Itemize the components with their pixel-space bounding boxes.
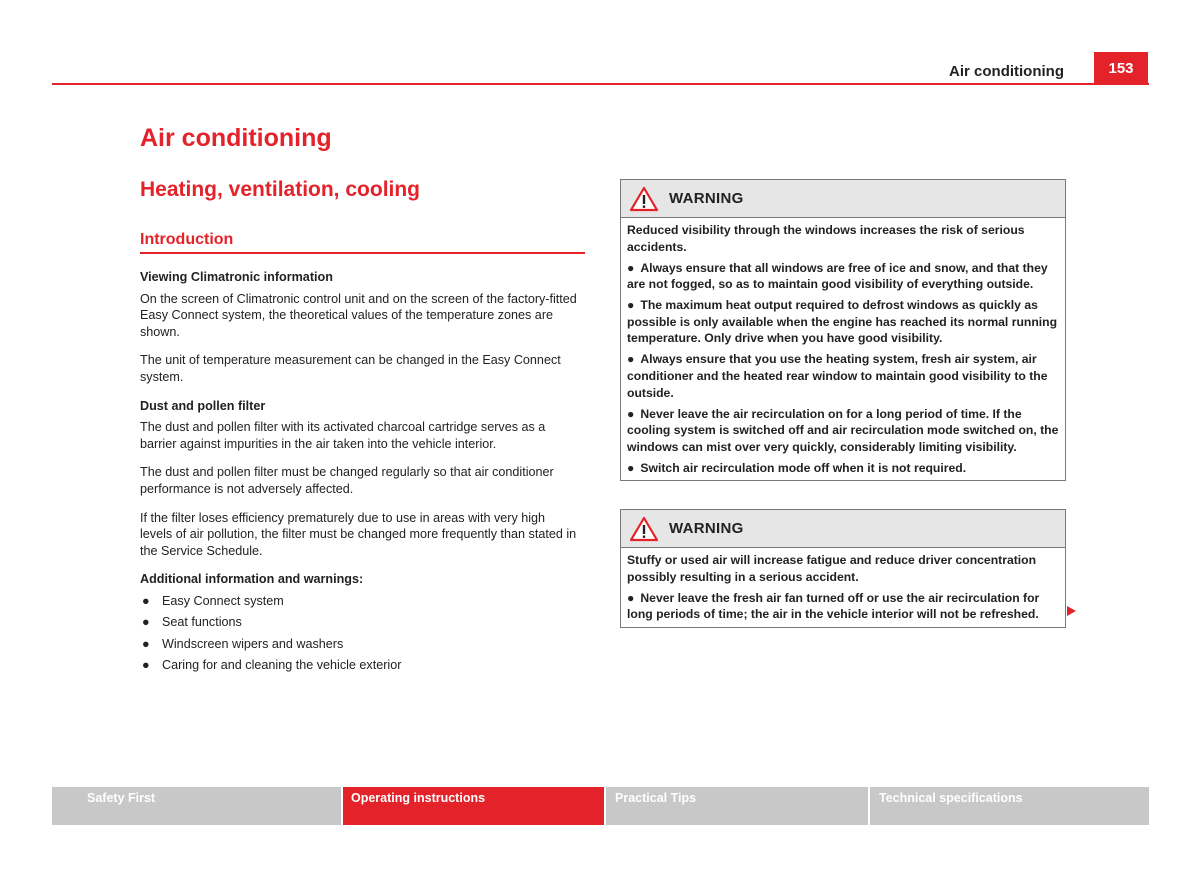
warning-header: [621, 510, 1065, 548]
warning-body: [621, 548, 1065, 627]
warning-body: [621, 218, 1065, 480]
header-section-title: Air conditioning: [949, 63, 1064, 80]
filter-heading: Dust and pollen filter: [140, 398, 266, 413]
warning-triangle-icon: [629, 186, 659, 212]
list-item-label: Easy Connect system: [162, 593, 284, 608]
warning-item: ● Always ensure that all windows are free of ice and snow, and that they are not fogged, so as to maintain good visibility of everything outside.: [627, 260, 1048, 292]
header-rule: [52, 83, 1149, 85]
continue-arrow-icon: [1067, 606, 1076, 616]
subsection-rule: [140, 252, 585, 254]
reference-list: [140, 593, 580, 674]
list-item-label: Seat functions: [162, 615, 242, 630]
filter-paragraph-3: If the filter loses efficiency prematurely due to use in areas with very high levels of air pollution, the filter must be changed more frequently than stated in the Service Schedule.: [140, 510, 577, 558]
warning-title: WARNING: [669, 520, 744, 537]
bullet-icon: ●: [627, 590, 635, 605]
warning-intro: Reduced visibility through the windows increases the risk of serious accidents.: [627, 223, 1025, 254]
tab-practical-tips[interactable]: Practical Tips: [606, 787, 868, 825]
bullet-icon: ●: [142, 636, 150, 651]
tab-operating-instructions[interactable]: Operating instructions: [343, 787, 604, 825]
subsection-title: Introduction: [140, 231, 234, 248]
list-item[interactable]: [140, 614, 580, 631]
chapter-title: Air conditioning: [140, 124, 332, 152]
warning-item: ● Never leave the air recirculation on for a long period of time. If the cooling system is switched off and air recirculation mode switched on, the windows can mist over very quickly, considerably limiting visibility.: [627, 406, 1059, 454]
list-item-label: Windscreen wipers and washers: [162, 636, 344, 651]
list-item[interactable]: [140, 636, 580, 653]
list-item[interactable]: [140, 593, 580, 610]
filter-paragraph-1: The dust and pollen filter with its activated charcoal cartridge serves as a barrier against impurities in the air taken into the vehicle interior.: [140, 420, 546, 451]
bullet-icon: ●: [142, 615, 150, 630]
additional-heading: Additional information and warnings:: [140, 572, 364, 587]
bullet-icon: ●: [142, 658, 150, 673]
warning-item: ● The maximum heat output required to defrost windows as quickly as possible is only available when the engine has reached its normal running temperature. Only drive when you have good visibility.: [627, 298, 1058, 346]
left-column: [140, 269, 580, 679]
warning-box-air-quality: [620, 509, 1066, 628]
viewing-paragraph-1: On the screen of Climatronic control unit and on the screen of the factory-fitted Easy Connect system, the theoretical values of the temperature zones are shown.: [140, 291, 577, 339]
viewing-heading: Viewing Climatronic information: [140, 270, 333, 284]
page-number: 153: [1094, 52, 1148, 85]
filter-paragraph-2: The dust and pollen filter must be changed regularly so that air conditioner performance is not adversely affected.: [140, 465, 554, 496]
bullet-icon: ●: [627, 406, 635, 421]
bullet-icon: ●: [627, 298, 635, 313]
list-item-label: Caring for and cleaning the vehicle exterior: [162, 658, 402, 673]
warning-box-visibility: [620, 179, 1066, 481]
warning-item: ● Switch air recirculation mode off when it is not required.: [627, 460, 967, 475]
list-item[interactable]: [140, 657, 580, 674]
warning-intro: Stuffy or used air will increase fatigue and reduce driver concentration possibly resulting in a serious accident.: [627, 553, 1037, 584]
bullet-icon: ●: [142, 593, 150, 608]
viewing-paragraph-2: The unit of temperature measurement can be changed in the Easy Connect system.: [140, 353, 561, 384]
warning-triangle-icon: [629, 516, 659, 542]
footer-tabs: [52, 787, 1149, 825]
warning-title: WARNING: [669, 190, 744, 207]
section-title: Heating, ventilation, cooling: [140, 178, 421, 201]
bullet-icon: ●: [627, 352, 635, 367]
tab-safety-first[interactable]: Safety First: [52, 787, 341, 825]
warning-header: [621, 180, 1065, 218]
warning-item: ● Always ensure that you use the heating system, fresh air system, air conditioner and the heated rear window to maintain good visibility to the outside.: [627, 352, 1048, 400]
tab-technical-specifications[interactable]: Technical specifications: [870, 787, 1149, 825]
bullet-icon: ●: [627, 260, 635, 275]
bullet-icon: ●: [627, 460, 635, 475]
warning-item: ● Never leave the fresh air fan turned off or use the air recirculation for long periods of time; the air in the vehicle interior will not be refreshed.: [627, 590, 1040, 622]
